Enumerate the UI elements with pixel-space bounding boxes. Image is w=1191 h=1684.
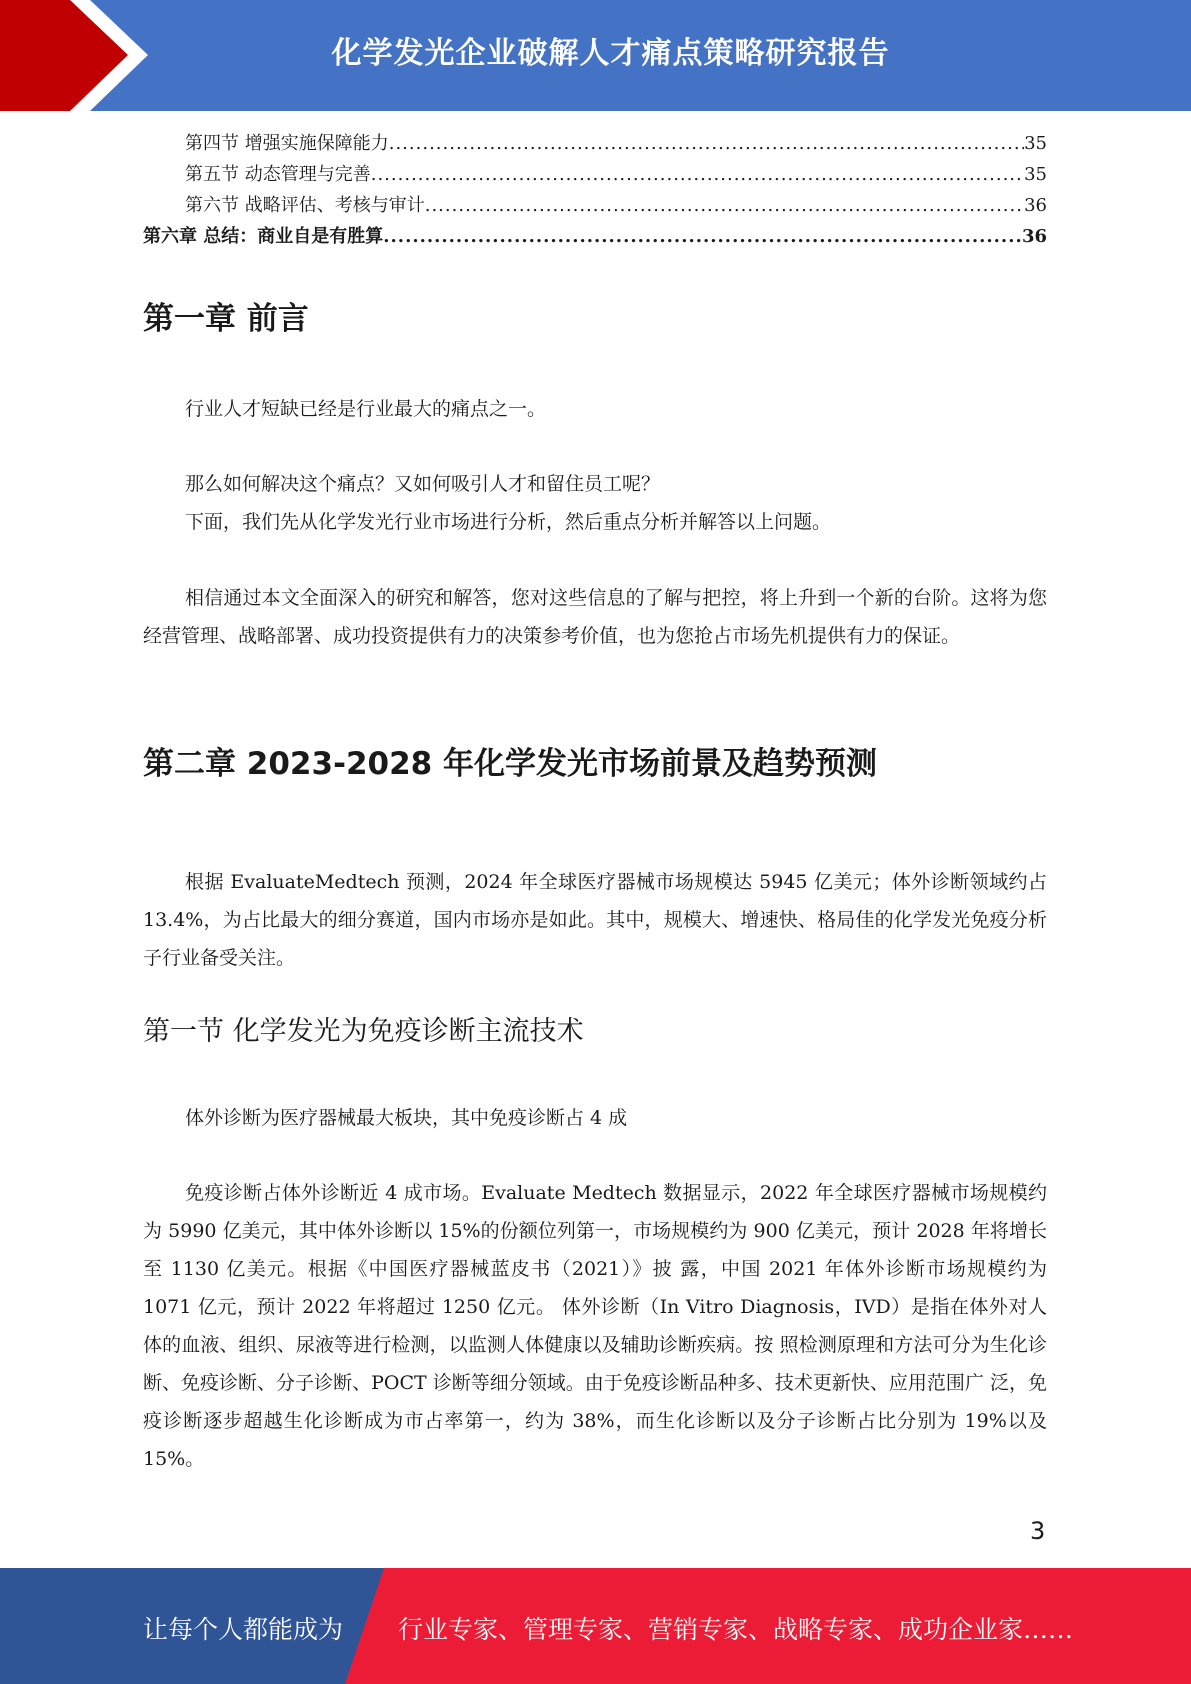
- toc-entry-label: 第四节 增强实施保障能力: [185, 133, 389, 154]
- toc-entry[interactable]: [143, 128, 1047, 159]
- footer-slogan-right: 行业专家、管理专家、营销专家、战略专家、成功企业家……: [398, 1615, 1074, 1644]
- toc-entry-page: 35: [1024, 164, 1047, 185]
- paragraph: 根据 EvaluateMedtech 预测，2024 年全球医疗器械市场规模达 5945 亿美元；体外诊断领域约占 13.4%，为占比最大的细分赛道，国内市场亦是如此。其中，规模大、增速快、格局佳的化学发光免疫分析子行业备受关注。: [143, 871, 1047, 969]
- table-of-contents: [143, 128, 1047, 252]
- toc-entry-label: 第六章 总结：商业自是有胜算: [143, 226, 384, 247]
- footer-slogan-left: 让每个人都能成为: [143, 1615, 344, 1644]
- toc-entry-label: 第六节 战略评估、考核与审计: [185, 195, 425, 216]
- paragraph: 相信通过本文全面深入的研究和解答，您对这些信息的了解与把控，将上升到一个新的台阶。这将为您经营管理、战略部署、成功投资提供有力的决策参考价值，也为您抢占市场先机提供有力的保证。: [143, 587, 1047, 647]
- toc-entry-page: 36: [1024, 195, 1047, 216]
- chapter-heading: 第二章 2023-2028 年化学发光市场前景及趋势预测: [143, 746, 878, 782]
- page-footer: [0, 1568, 1191, 1684]
- paragraph: 下面，我们先从化学发光行业市场进行分析，然后重点分析并解答以上问题。: [185, 511, 832, 533]
- toc-leader-dots: [371, 159, 1024, 190]
- page-header: [0, 0, 1191, 111]
- toc-entry[interactable]: [143, 159, 1047, 190]
- toc-entry-page: 36: [1021, 226, 1047, 247]
- toc-leader-dots: [389, 128, 1024, 159]
- paragraph: 免疫诊断占体外诊断近 4 成市场。Evaluate Medtech 数据显示，2022 年全球医疗器械市场规模约为 5990 亿美元，其中体外诊断以 15%的份额位列第一，市场规模约为 900 亿美元，预计 2028 年将增长至 1130 亿美元。根据《中国医疗器械蓝皮书（2021）》披 露，中国 2021 年体外诊断市场规模约为 1071 亿元，预计 2022 年将超过 1250 亿元。 体外诊断（In Vitro Diagnosis，IVD）是指在体外对人体的血液、组织、尿液等进行检测，以监测人体健康以及辅助诊断疾病。按 照检测原理和方法可分为生化诊断、免疫诊断、分子诊断、POCT 诊断等细分领域。由于免疫诊断品种多、技术更新快、应用范围广 泛，免疫诊断逐步超越生化诊断成为市占率第一，约为 38%，而生化诊断以及分子诊断占比分别为 19%以及 15%。: [143, 1182, 1047, 1470]
- paragraph: 那么如何解决这个痛点？又如何吸引人才和留住员工呢？: [185, 473, 661, 495]
- page-number: 3: [1030, 1517, 1046, 1545]
- chapter-heading: 第一章 前言: [143, 301, 309, 337]
- paragraph: 行业人才短缺已经是行业最大的痛点之一。: [185, 398, 547, 420]
- toc-entry-chapter[interactable]: [143, 221, 1047, 252]
- toc-entry[interactable]: [143, 190, 1047, 221]
- toc-entry-page: 35: [1024, 133, 1047, 154]
- toc-leader-dots: [383, 221, 1022, 252]
- report-title: 化学发光企业破解人才痛点策略研究报告: [331, 36, 890, 71]
- toc-leader-dots: [425, 190, 1024, 221]
- paragraph: 体外诊断为医疗器械最大板块，其中免疫诊断占 4 成: [185, 1107, 628, 1129]
- toc-entry-label: 第五节 动态管理与完善: [185, 164, 371, 185]
- section-heading: 第一节 化学发光为免疫诊断主流技术: [143, 1016, 584, 1047]
